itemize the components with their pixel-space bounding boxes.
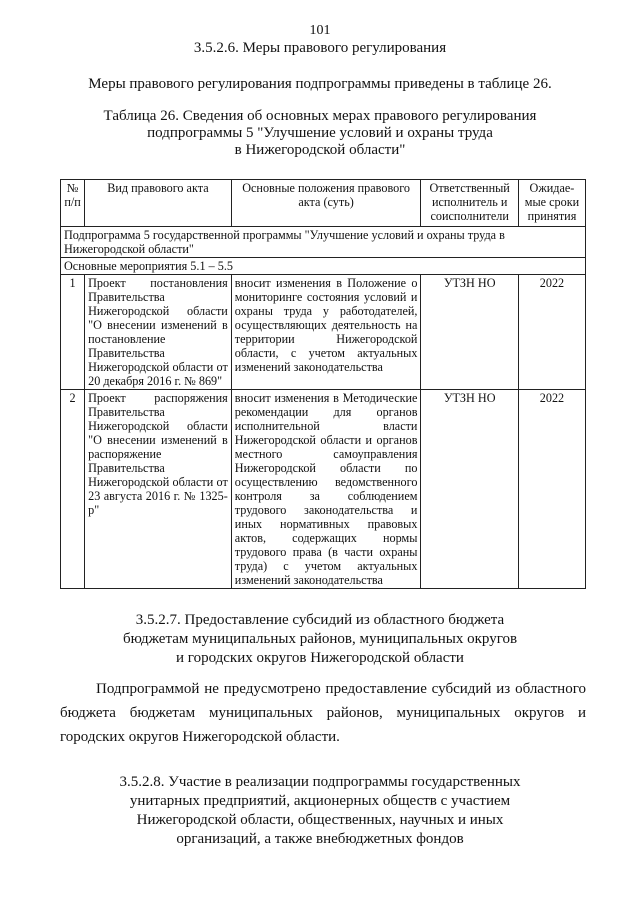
table-row <box>61 275 586 390</box>
row-act: Проект постановления Правительства Нижегородской области "О внесении изменений в постановление Правительства Нижегородской области от 20 декабря 2016 г. № 869" <box>85 275 232 390</box>
row-term: 2022 <box>518 390 585 589</box>
header-essence: Основные положения правового акта (суть) <box>231 180 421 227</box>
row-essence: вносит изменения в Положение о мониторинге состояния условий и охраны труда у работодателей, осуществляющих деятельность на территории Нижегородской области, с учетом актуальных изменений законодательства <box>231 275 421 390</box>
table-row <box>61 390 586 589</box>
section-heading-3-5-2-8: 3.5.2.8. Участие в реализации подпрограммы государственных унитарных предприятий, акционерных обществ с участием Нижегородской области, общественных, научных и иных организаций, а также внебюджетных фондов <box>119 774 521 847</box>
intro-text: Меры правового регулирования подпрограммы приведены в таблице 26. <box>88 76 552 92</box>
program-row <box>61 227 586 258</box>
legal-measures-table <box>60 179 586 589</box>
section-heading-3-5-2-7: 3.5.2.7. Предоставление субсидий из областного бюджета бюджетам муниципальных районов, муниципальных округов и городских округов Нижегородской области <box>122 612 518 666</box>
subsidy-paragraph-text: Подпрограммой не предусмотрено предоставление субсидий из областного бюджета бюджетам муниципальных районов, муниципальных округов и городских округов Нижегородской области. <box>60 681 586 745</box>
header-executor: Ответственный исполнитель и соисполнители <box>421 180 518 227</box>
header-num: № п/п <box>61 180 85 227</box>
header-act-type: Вид правового акта <box>85 180 232 227</box>
row-num: 1 <box>61 275 85 390</box>
section-heading-3-5-2-6: 3.5.2.6. Меры правового регулирования <box>193 40 447 56</box>
row-essence: вносит изменения в Методические рекомендации для органов исполнительной власти Нижегородской области и органов местного самоуправления Нижегородской области по осуществлению ведомственного контроля за соблюдением трудового законодательства и иных нормативных правовых актов, содержащих нормы трудового права (в части охраны труда) с учетом актуальных изменений законодательства <box>231 390 421 589</box>
row-executor: УТЗН НО <box>421 275 518 390</box>
row-num: 2 <box>61 390 85 589</box>
row-term: 2022 <box>518 275 585 390</box>
program-row-text: Подпрограмма 5 государственной программы "Улучшение условий и охраны труда в Нижегородской области" <box>61 227 586 258</box>
header-term: Ожидае- мые сроки принятия <box>518 180 585 227</box>
row-act: Проект распоряжения Правительства Нижегородской области "О внесении изменений в распоряжение Правительства Нижегородской области от 23 августа 2016 г. № 1325-р" <box>85 390 232 589</box>
page-number: 101 <box>309 23 331 38</box>
group-row <box>61 258 586 275</box>
group-row-text: Основные мероприятия 5.1 – 5.5 <box>61 258 586 275</box>
row-executor: УТЗН НО <box>421 390 518 589</box>
table-caption: Таблица 26. Сведения об основных мерах правового регулирования подпрограммы 5 "Улучшение условий и охраны труда в Нижегородской области" <box>103 108 537 158</box>
table-header-row <box>61 180 586 227</box>
subsidy-paragraph <box>60 677 586 749</box>
